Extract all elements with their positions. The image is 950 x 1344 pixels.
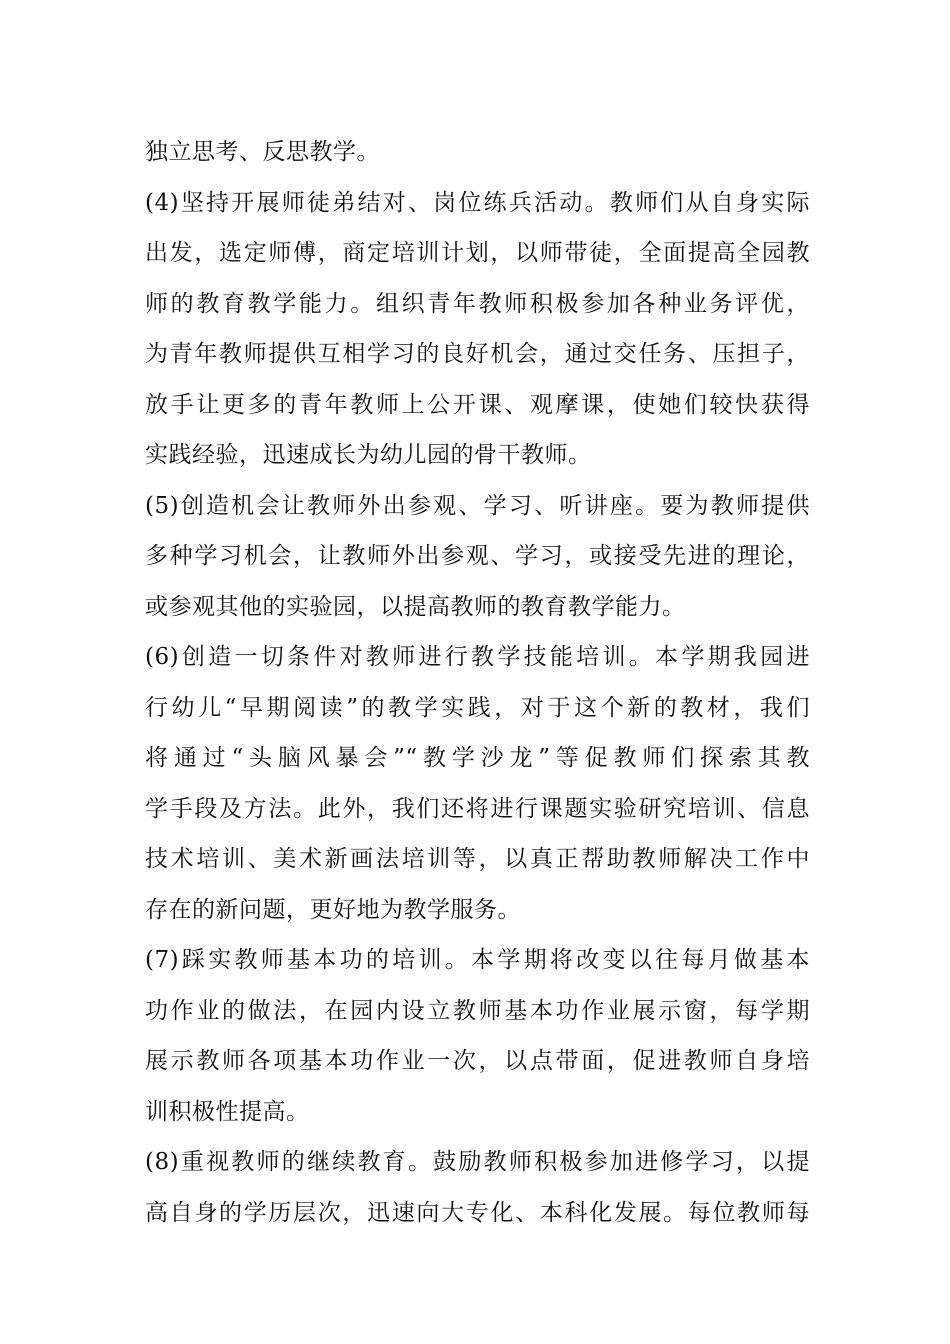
text-line: 高自身的学历层次，迅速向大专化、本科化发展。每位教师每: [145, 1199, 810, 1226]
text-line: 师的教育教学能力。组织青年教师积极参加各种业务评优，: [145, 290, 810, 317]
text-line: 存在的新问题，更好地为教学服务。: [145, 896, 521, 923]
text-line: 训积极性提高。: [145, 1098, 310, 1125]
document-body: [145, 127, 810, 1238]
text-line: 学手段及方法。此外，我们还将进行课题实验研究培训、信息: [145, 795, 810, 822]
text-line: 为青年教师提供互相学习的良好机会，通过交任务、压担子，: [145, 341, 810, 367]
text-line: 多种学习机会，让教师外出参观、学习，或接受先进的理论，: [145, 543, 810, 569]
text-line: 功作业的做法，在园内设立教师基本功作业展示窗，每学期: [145, 997, 810, 1024]
text-line: 展示教师各项基本功作业一次，以点带面，促进教师自身培: [145, 1048, 810, 1074]
text-line: 行幼儿“早期阅读”的教学实践，对于这个新的教材，我们: [145, 694, 810, 721]
text-line: 独立思考、反思教学。: [145, 139, 380, 165]
text-line: (6)创造一切条件对教师进行教学技能培训。本学期我园进: [145, 644, 810, 670]
text-line: (7)踩实教师基本功的培训。本学期将改变以往每月做基本: [145, 947, 810, 973]
text-line: (8)重视教师的继续教育。鼓励教师积极参加进修学习，以提: [145, 1149, 810, 1175]
text-line: 实践经验，迅速成长为幼儿园的骨干教师。: [145, 442, 592, 468]
text-line: 出发，选定师傅，商定培训计划，以师带徒，全面提高全园教: [145, 240, 810, 266]
text-line: 放手让更多的青年教师上公开课、观摩课，使她们较快获得: [145, 391, 810, 418]
text-line: 或参观其他的实验园，以提高教师的教育教学能力。: [145, 593, 686, 620]
text-line: 技术培训、美术新画法培训等，以真正帮助教师解决工作中: [145, 846, 810, 872]
text-line: (5)创造机会让教师外出参观、学习、听讲座。要为教师提供: [145, 492, 810, 519]
text-line: 将通过“头脑风暴会”“教学沙龙”等促教师们探索其教: [145, 745, 810, 771]
text-line: (4)坚持开展师徒弟结对、岗位练兵活动。教师们从自身实际: [145, 189, 810, 216]
